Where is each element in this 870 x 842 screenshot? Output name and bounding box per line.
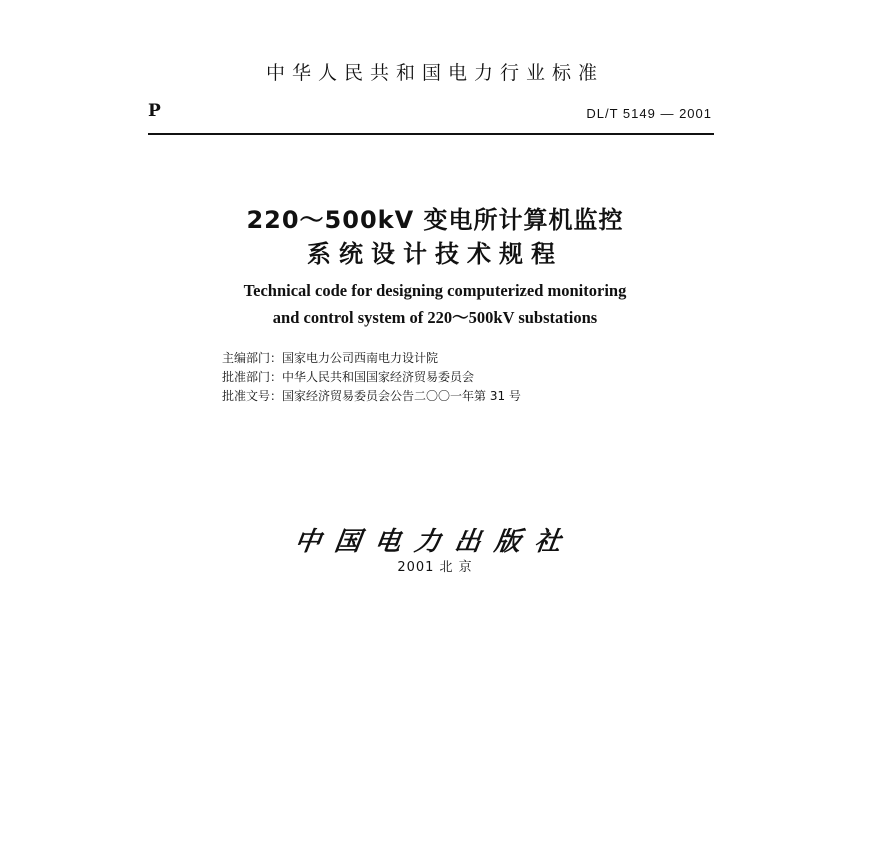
publisher-name: 中国电力出版社 <box>292 527 577 557</box>
approval-document-number: 批准文号：国家经济贸易委员会公告二〇〇一年第 31 号 <box>222 389 521 403</box>
english-title-line-1: Technical code for designing computerized monitoring <box>243 281 627 300</box>
publication-year-place: 2001 北 京 <box>397 560 473 575</box>
header-divider <box>148 133 714 135</box>
chinese-title-line-1: 220～500kV 变电所计算机监控 <box>246 206 624 234</box>
english-title-line-2: and control system of 220～500kV substations <box>272 308 598 327</box>
approving-department: 批准部门：中华人民共和国国家经济贸易委员会 <box>222 370 475 384</box>
chinese-title-line-2: 系统设计技术规程 <box>307 240 563 268</box>
header-title: 中华人民共和国电力行业标准 <box>265 62 604 84</box>
editing-department: 主编部门：国家电力公司西南电力设计院 <box>222 351 439 365</box>
standard-number: DL/T 5149 — 2001 <box>586 106 712 121</box>
classification-code: P <box>148 101 161 121</box>
